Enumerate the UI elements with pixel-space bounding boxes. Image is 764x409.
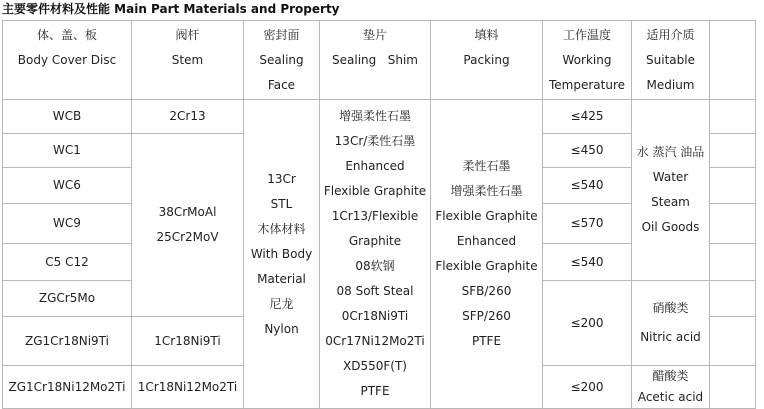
sealing-face-line: Nylon: [264, 321, 299, 336]
temperature-cell: ≤540: [543, 244, 632, 281]
shim-line: 08 Soft Steal: [336, 284, 414, 298]
sealing-face-line: 尼龙: [269, 296, 294, 311]
body-material-cell: C5 C12: [3, 244, 132, 281]
shim-line: 1Cr13/Flexible: [331, 209, 419, 223]
header-temperature-en1: Working: [562, 52, 612, 67]
sealing-face-line: Material: [257, 271, 306, 286]
stem-material-cell: 2Cr13: [132, 100, 244, 134]
empty-cell: [710, 168, 756, 204]
header-sealing-face-cn: 密封面: [263, 27, 300, 42]
header-packing-cn: 填料: [474, 28, 499, 42]
sealing-face-line: 13Cr: [267, 171, 296, 186]
header-shim-cn: 垫片: [362, 28, 387, 42]
header-packing-en: Packing: [463, 53, 510, 67]
medium-cell-acetic: [632, 366, 710, 409]
temperature-cell: ≤425: [543, 100, 632, 134]
medium-line: Water: [652, 170, 689, 184]
packing-line: SFP/260: [462, 309, 511, 323]
packing-line: Flexible Graphite: [435, 259, 538, 273]
materials-table: [2, 20, 756, 409]
medium-line: 水 蒸汽 油品: [636, 145, 705, 159]
stem-material-line: 25Cr2MoV: [156, 230, 219, 244]
shim-line: 增强柔性石墨: [338, 109, 411, 123]
header-medium-en2: Medium: [646, 77, 695, 92]
shim-line: 0Cr17Ni12Mo2Ti: [325, 334, 425, 348]
body-material-cell: ZGCr5Mo: [3, 281, 132, 317]
page-title: 主要零件材料及性能 Main Part Materials and Property: [2, 2, 340, 16]
header-empty-cell: [710, 21, 756, 100]
header-packing: [431, 21, 543, 100]
body-material-cell: WC1: [3, 134, 132, 168]
stem-material-cell: [132, 134, 244, 317]
table-row: [3, 100, 756, 134]
header-stem-cn: 阀杆: [175, 28, 200, 42]
medium-line: 醋酸类: [652, 369, 689, 383]
temperature-cell: ≤450: [543, 134, 632, 168]
packing-line: Flexible Graphite: [435, 209, 538, 223]
shim-line: 0Cr18Ni9Ti: [341, 309, 409, 323]
body-material-cell: ZG1Cr18Ni9Ti: [3, 317, 132, 366]
header-row: [3, 21, 756, 100]
header-body: [3, 21, 132, 100]
stem-material-line: 38CrMoAl: [158, 205, 217, 219]
header-sealing-face: [244, 21, 320, 100]
temperature-cell: ≤570: [543, 204, 632, 244]
sealing-face-line: STL: [270, 196, 293, 211]
stem-material-cell: 1Cr18Ni12Mo2Ti: [132, 366, 244, 409]
shim-line: PTFE: [360, 384, 390, 398]
header-temperature: [543, 21, 632, 100]
header-medium: [632, 21, 710, 100]
empty-cell: [710, 317, 756, 366]
packing-line: 增强柔性石墨: [450, 184, 523, 198]
packing-line: Enhanced: [456, 234, 517, 248]
empty-cell: [710, 366, 756, 409]
header-stem-en: Stem: [171, 53, 204, 67]
medium-cell-water-steam-oil: [632, 100, 710, 281]
empty-cell: [710, 244, 756, 281]
sealing-face-cell: [244, 100, 320, 409]
temperature-cell: ≤200: [543, 366, 632, 409]
medium-line: 硝酸类: [652, 301, 689, 315]
shim-line: 13Cr/柔性石墨: [334, 134, 416, 148]
header-sealing-face-en1: Sealing: [259, 52, 304, 67]
shim-line: Graphite: [348, 234, 402, 248]
medium-cell-nitric: [632, 281, 710, 366]
shim-line: 08软钢: [355, 259, 395, 273]
temperature-cell: ≤540: [543, 168, 632, 204]
shim-line: Flexible Graphite: [323, 184, 427, 198]
body-material-cell: WCB: [3, 100, 132, 134]
body-material-cell: WC6: [3, 168, 132, 204]
packing-line: 柔性石墨: [462, 159, 511, 173]
header-body-en: Body Cover Disc: [17, 53, 117, 67]
empty-cell: [710, 134, 756, 168]
empty-cell: [710, 100, 756, 134]
header-medium-cn: 适用介质: [646, 27, 695, 42]
shim-line: Enhanced: [345, 159, 405, 173]
header-temperature-cn: 工作温度: [562, 27, 611, 42]
header-shim-en: Sealing Shim: [332, 53, 418, 67]
shim-cell: [320, 100, 431, 409]
medium-line: Acetic acid: [637, 390, 704, 404]
header-body-cn: 体、盖、板: [36, 28, 97, 42]
medium-line: Oil Goods: [641, 220, 700, 234]
sealing-face-line: With Body: [250, 246, 313, 261]
sealing-face-line: 木体材料: [257, 221, 306, 236]
empty-cell: [710, 281, 756, 317]
header-stem: [132, 21, 244, 100]
medium-line: Steam: [651, 195, 690, 209]
header-medium-en1: Suitable: [646, 52, 695, 67]
shim-line: XD550F(T): [343, 359, 407, 373]
temperature-cell: ≤200: [543, 281, 632, 366]
packing-line: SFB/260: [461, 284, 512, 298]
medium-line: Nitric acid: [640, 330, 701, 344]
empty-cell: [710, 204, 756, 244]
packing-line: PTFE: [471, 334, 502, 348]
body-material-cell: ZG1Cr18Ni12Mo2Ti: [3, 366, 132, 409]
packing-cell: [431, 100, 543, 409]
header-temperature-en2: Temperature: [548, 77, 625, 92]
body-material-cell: WC9: [3, 204, 132, 244]
header-shim: [320, 21, 431, 100]
header-sealing-face-en2: Face: [267, 77, 296, 92]
stem-material-cell: 1Cr18Ni9Ti: [132, 317, 244, 366]
